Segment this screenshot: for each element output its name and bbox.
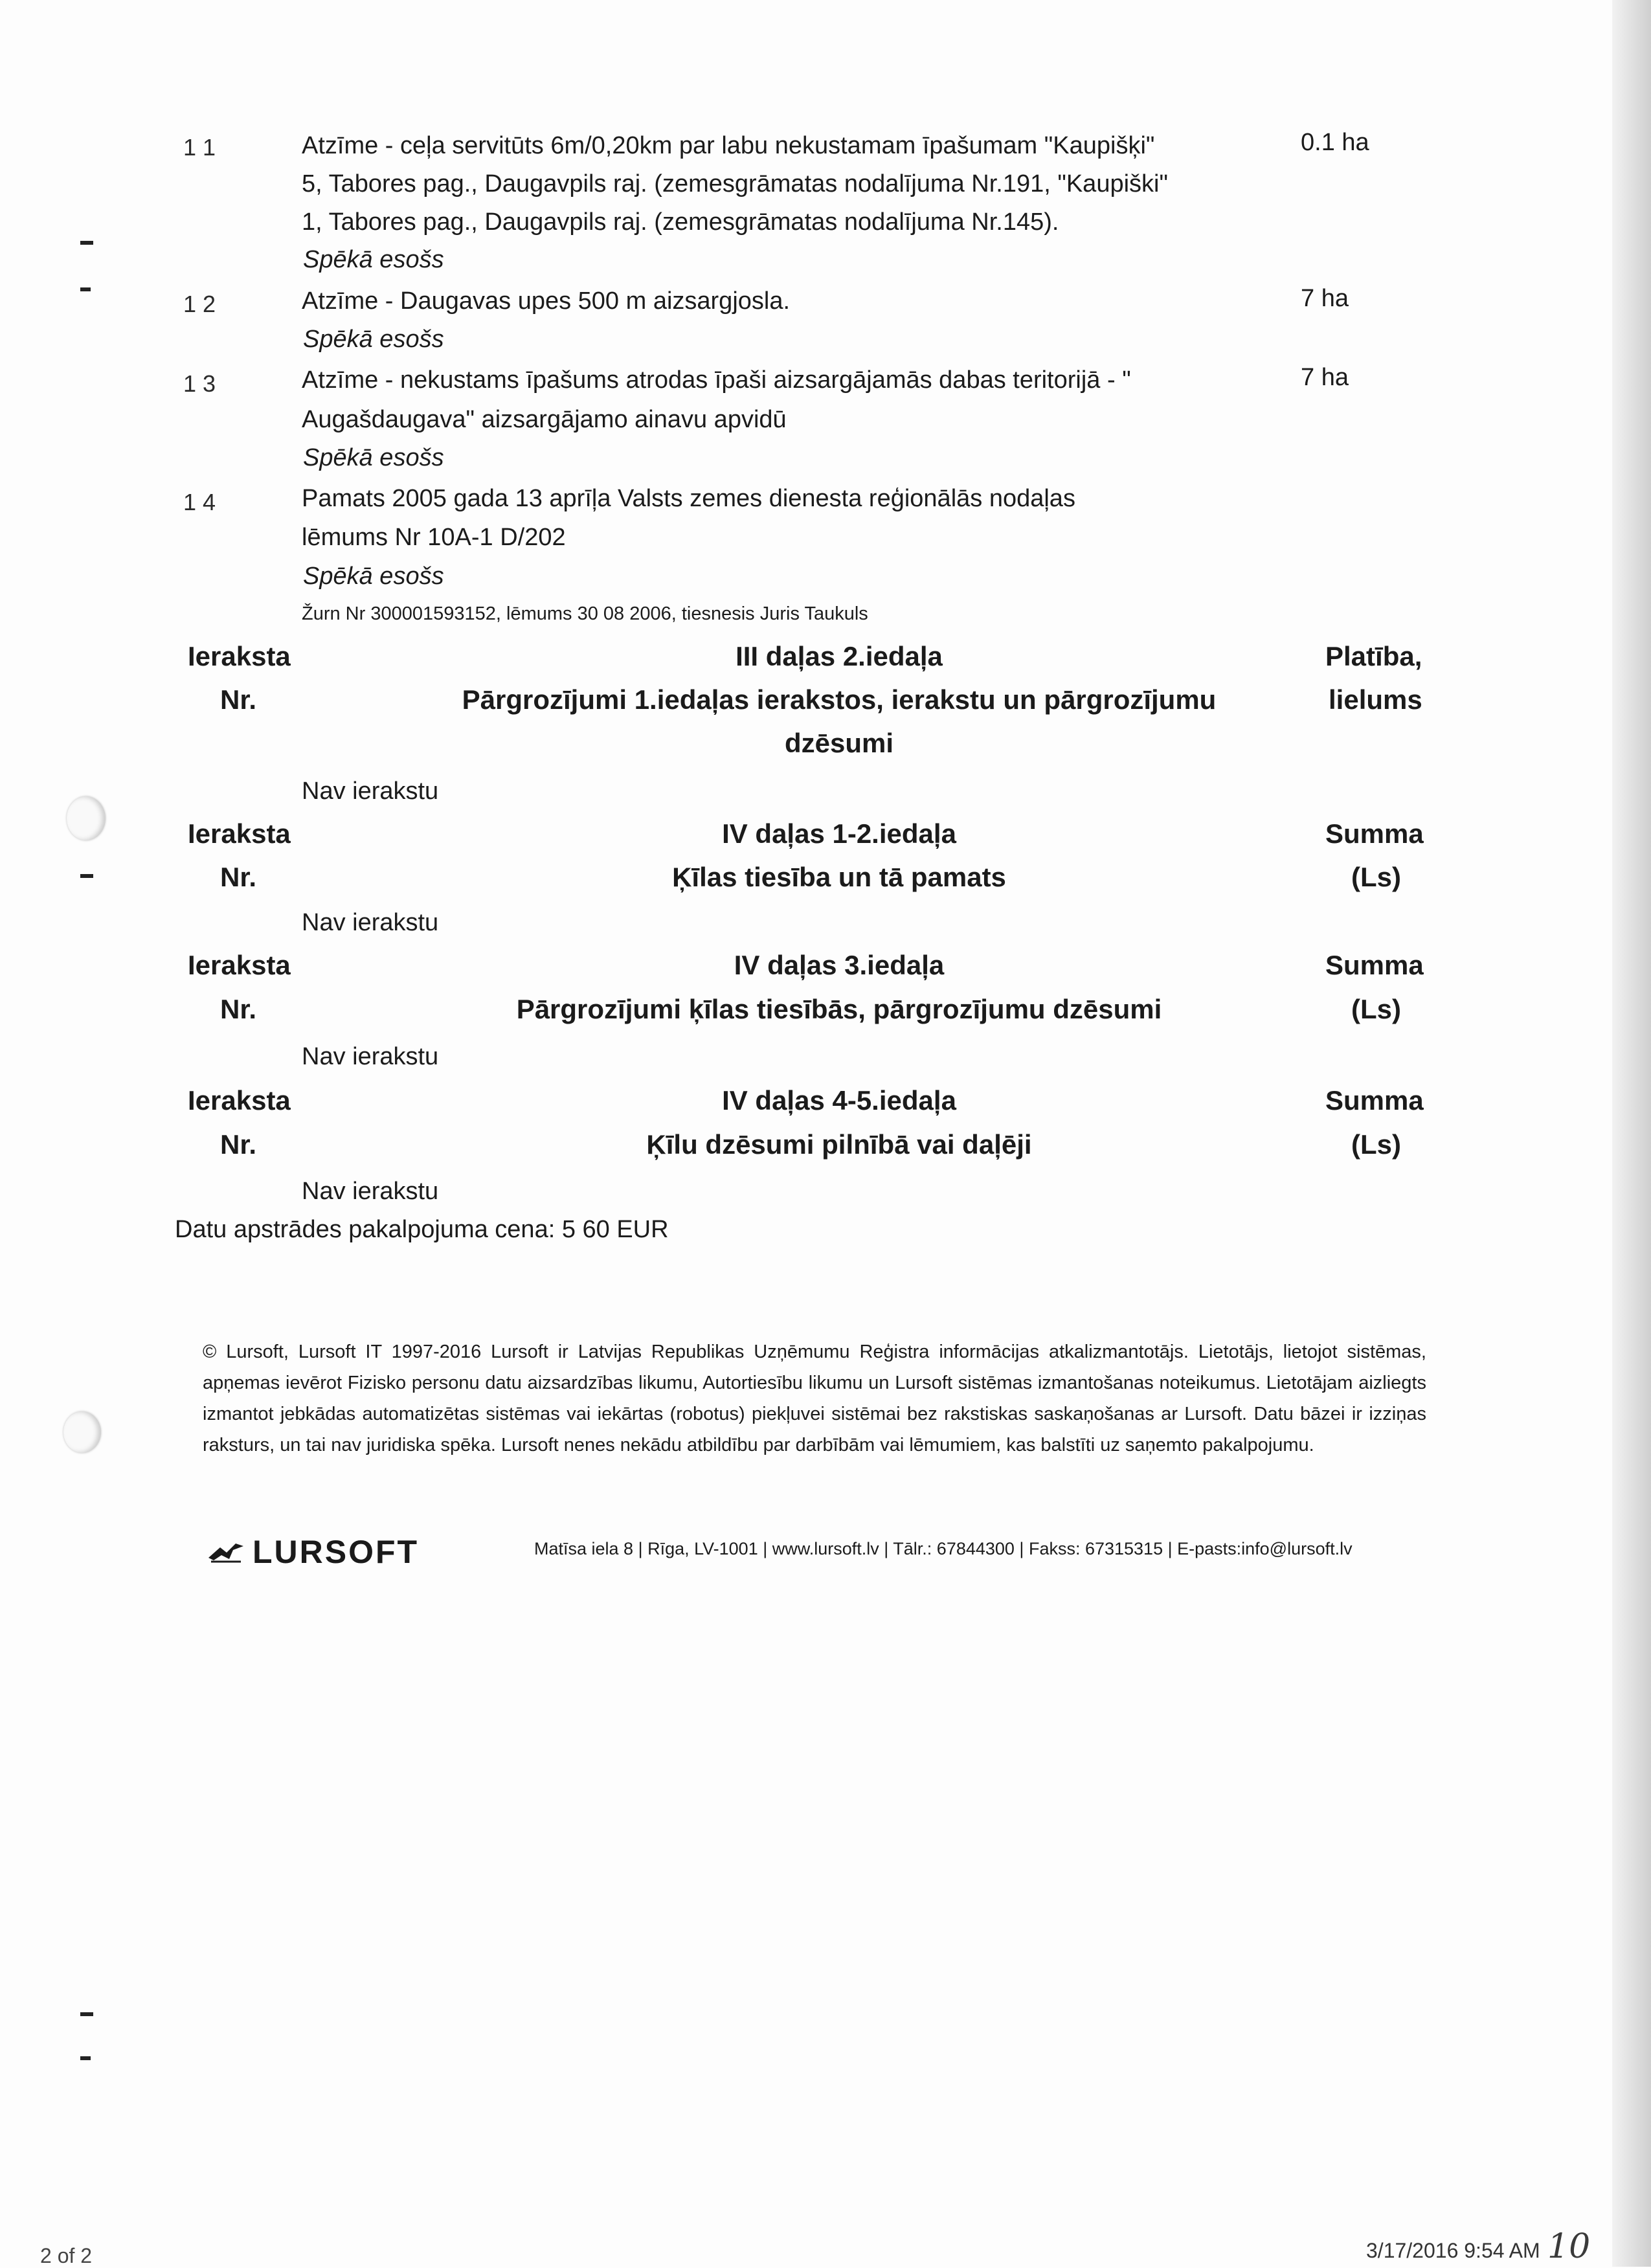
journal-line: Žurn Nr 300001593152, lēmums 30 08 2006, tiesnesis Juris Taukuls: [302, 603, 868, 624]
column-header-summa: Summa: [1325, 950, 1424, 980]
entry-status: Spēkā esošs: [303, 563, 444, 590]
scan-page-edge: [1612, 0, 1651, 2267]
entry-area: 0.1 ha: [1301, 129, 1369, 156]
entry-status: Spēkā esošs: [303, 246, 444, 273]
section-title: III daļas 2.iedaļa: [736, 641, 943, 671]
entry-number: 1 3: [183, 370, 216, 397]
entry-number: 1 4: [183, 489, 216, 515]
entry-line: Atzīme - Daugavas upes 500 m aizsargjosla.: [302, 287, 791, 315]
no-entries-text: Nav ierakstu: [302, 909, 439, 936]
no-entries-text: Nav ierakstu: [302, 1043, 439, 1070]
column-header-nr: Nr.: [220, 862, 257, 892]
no-entries-text: Nav ierakstu: [302, 778, 439, 805]
column-header-ieraksta: Ieraksta: [188, 1085, 291, 1116]
column-header-nr: Nr.: [220, 994, 257, 1024]
column-header-nr: Nr.: [220, 684, 257, 715]
column-header-ieraksta: Ieraksta: [188, 950, 291, 980]
entry-area: 7 ha: [1301, 364, 1349, 391]
entry-line: Atzīme - ceļa servitūts 6m/0,20km par labu nekustamam īpašumam "Kaupišķi": [302, 132, 1155, 159]
entry-status: Spēkā esošs: [303, 326, 444, 353]
section-title: IV daļas 3.iedaļa: [734, 950, 945, 980]
column-header-ieraksta: Ieraksta: [188, 641, 291, 671]
scan-mark: [80, 2056, 91, 2060]
page-number: 2 of 2: [40, 2244, 93, 2267]
lursoft-logo: [207, 1533, 419, 1571]
column-header-ieraksta: Ieraksta: [188, 818, 291, 849]
service-price: Datu apstrādes pakalpojuma cena: 5 60 EUR: [175, 1216, 669, 1243]
entry-line: Augašdaugava" aizsargājamo ainavu apvidū: [302, 406, 787, 433]
print-timestamp: 3/17/2016 9:54 AM: [1366, 2239, 1540, 2262]
entry-number: 1 1: [183, 134, 216, 161]
section-subtitle: Pārgrozījumi 1.iedaļas ierakstos, ierakstu un pārgrozījumu: [462, 684, 1217, 715]
column-header-ls: (Ls): [1351, 862, 1401, 892]
entry-line: lēmums Nr 10A-1 D/202: [302, 524, 566, 551]
section-subtitle: Pārgrozījumi ķīlas tiesībās, pārgrozījumu dzēsumi: [516, 994, 1162, 1024]
scan-mark: [80, 287, 91, 291]
scan-mark: [80, 2012, 93, 2016]
copyright-notice: © Lursoft, Lursoft IT 1997-2016 Lursoft ir Latvijas Republikas Uzņēmumu Reģistra informācijas atkalizmantotājs. Lietotājs, lietojot sistēmas, apņemas ievērot Fizisko personu datu aizsardzības likumu, Autortiesību likumu un Lursoft sistēmas izmantošanas noteikumus. Lietotājam aizliegts izmantot jebkādas automatizētas sistēmas vai iekārtas (robotus) piekļuvei sistēmai bez rakstiskas saskaņošanas ar Lursoft. Datu bāzei ir izziņas raksturs, un tai nav juridiska spēka. Lursoft nenes nekādu atbildību par darbībām vai lēmumiem, kas balstīti uz saņemto pakalpojumu.: [203, 1342, 1426, 1455]
scan-mark: [80, 874, 93, 878]
punch-hole: [67, 796, 106, 840]
entry-area: 7 ha: [1301, 285, 1349, 312]
entry-line: 5, Tabores pag., Daugavpils raj. (zemesgrāmatas nodalījuma Nr.191, "Kaupiški": [302, 170, 1168, 197]
no-entries-text: Nav ierakstu: [302, 1178, 439, 1205]
footer-contact: Matīsa iela 8 | Rīga, LV-1001 | www.lursoft.lv | Tālr.: 67844300 | Fakss: 67315315 | E-pasts:info@lursoft.lv: [534, 1539, 1353, 1558]
column-header-lielums: lielums: [1329, 684, 1422, 715]
entry-line: Atzīme - nekustams īpašums atrodas īpaši aizsargājamās dabas teritorijā - ": [302, 366, 1131, 394]
column-header-platiba: Platība,: [1325, 641, 1422, 671]
column-header-nr: Nr.: [220, 1129, 257, 1160]
punch-hole: [63, 1411, 101, 1453]
column-header-ls: (Ls): [1351, 1129, 1401, 1160]
logo-text: LURSOFT: [253, 1534, 420, 1570]
lursoft-bird-icon: [207, 1541, 245, 1563]
column-header-ls: (Ls): [1351, 994, 1401, 1024]
entry-status: Spēkā esošs: [303, 444, 444, 471]
entry-line: Pamats 2005 gada 13 aprīļa Valsts zemes dienesta reģionālās nodaļas: [302, 485, 1075, 512]
section-title: IV daļas 1-2.iedaļa: [722, 818, 956, 849]
handwritten-page-mark: 10: [1547, 2227, 1591, 2266]
entry-number: 1 2: [183, 291, 216, 317]
section-title: IV daļas 4-5.iedaļa: [722, 1085, 956, 1116]
section-subtitle: Ķīlu dzēsumi pilnībā vai daļēji: [646, 1129, 1032, 1160]
section-subtitle: Ķīlas tiesība un tā pamats: [672, 862, 1006, 892]
scan-mark: [80, 241, 93, 245]
entry-line: 1, Tabores pag., Daugavpils raj. (zemesgrāmatas nodalījuma Nr.145).: [302, 208, 1059, 236]
section-subtitle: dzēsumi: [784, 728, 894, 758]
column-header-summa: Summa: [1325, 1085, 1424, 1116]
column-header-summa: Summa: [1325, 818, 1424, 849]
